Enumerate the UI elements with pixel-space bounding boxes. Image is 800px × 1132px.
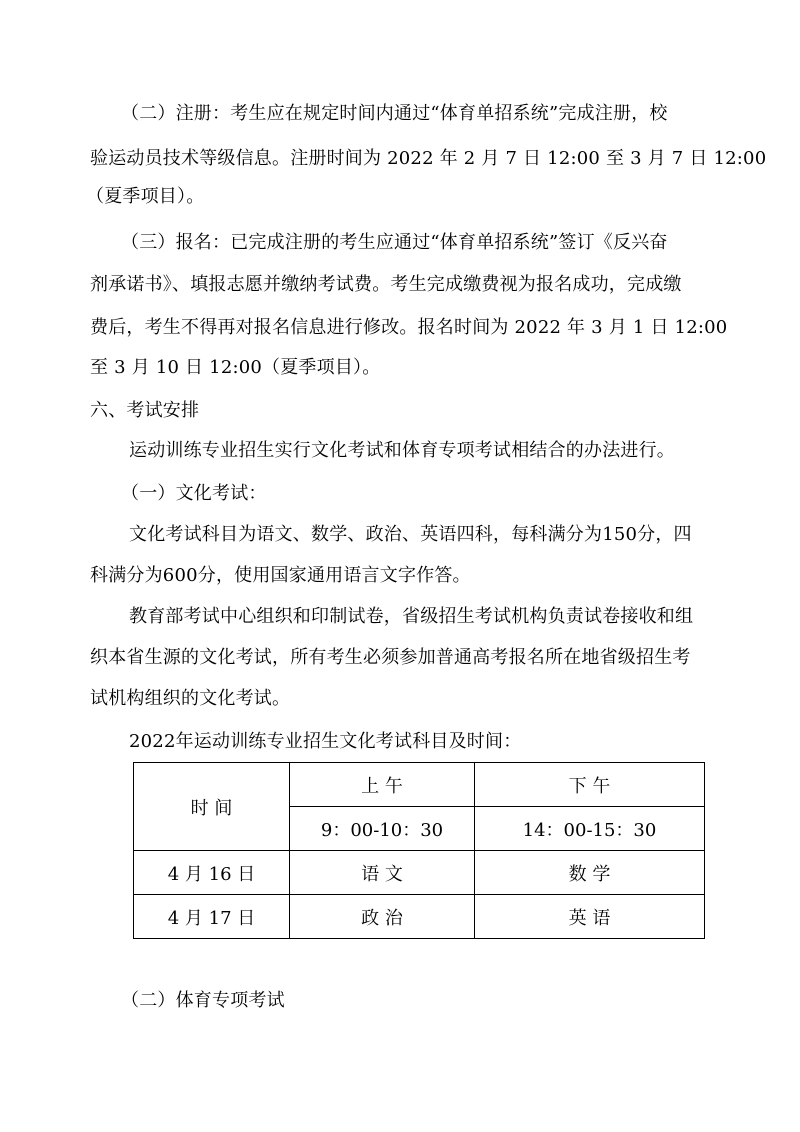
table-caption: 2022年运动训练专业招生文化考试科目及时间： (129, 731, 522, 752)
morning-subject-value: 语 文 (361, 863, 403, 885)
afternoon-time-cell (475, 807, 705, 851)
registration-line-2: 验运动员技术等级信息。注册时间为 2022 年 2 月 7 日 12:00 至 3 月 7 日 12:00 (90, 148, 767, 169)
morning-header-label: 上 午 (361, 775, 403, 797)
sports-exam-heading: （二）体育专项考试 (121, 990, 285, 1011)
table-row (134, 895, 705, 939)
afternoon-subject-value: 英 语 (568, 907, 611, 929)
table-header-row (134, 763, 705, 807)
culture-org-line-3: 试机构组织的文化考试。 (90, 688, 291, 709)
afternoon-header-label: 下 午 (568, 775, 611, 797)
time-header-label: 时 间 (190, 797, 233, 819)
afternoon-header-cell (475, 763, 705, 807)
signup-line-3: 费后，考生不得再对报名信息进行修改。报名时间为 2022 年 3 月 1 日 12:00 (90, 317, 728, 338)
morning-time-value: 9：00-10：30 (320, 819, 444, 841)
afternoon-subject-value: 数 学 (568, 863, 611, 885)
morning-subject-cell (290, 895, 475, 939)
signup-line-1: （三）报名：已完成注册的考生应通过“体育单招系统”签订《反兴奋 (121, 232, 668, 253)
morning-subject-value: 政 治 (361, 907, 403, 929)
time-header-cell (134, 763, 290, 851)
culture-org-line-2: 织本省生源的文化考试，所有考生必须参加普通高考报名所在地省级招生考 (90, 647, 691, 668)
culture-org-line-1: 教育部考试中心组织和印制试卷，省级招生考试机构负责试卷接收和组 (129, 606, 694, 627)
morning-header-cell (290, 763, 475, 807)
afternoon-subject-cell (475, 895, 705, 939)
afternoon-time-value: 14：00-15：30 (522, 819, 657, 841)
date-value: 4 月 17 日 (167, 907, 256, 929)
afternoon-subject-cell (475, 851, 705, 895)
registration-line-3: （夏季项目）。 (86, 186, 205, 207)
date-cell (134, 895, 290, 939)
morning-subject-cell (290, 851, 475, 895)
registration-line-1: （二）注册：考生应在规定时间内通过“体育单招系统”完成注册，校 (121, 103, 668, 124)
culture-subjects-line-1: 文化考试科目为语文、数学、政治、英语四科，每科满分为150分，四 (129, 524, 692, 545)
exam-intro-text: 运动训练专业招生实行文化考试和体育专项考试相结合的办法进行。 (129, 440, 675, 461)
morning-time-cell (290, 807, 475, 851)
exam-schedule-table (133, 762, 705, 939)
signup-line-2: 剂承诺书》、填报志愿并缴纳考试费。考生完成缴费视为报名成功，完成缴 (90, 274, 682, 295)
date-cell (134, 851, 290, 895)
exam-arrangement-heading: 六、考试安排 (90, 400, 200, 421)
culture-exam-heading: （一）文化考试： (121, 483, 267, 504)
date-value: 4 月 16 日 (167, 863, 256, 885)
culture-subjects-line-2: 科满分为600分，使用国家通用语言文字作答。 (90, 565, 471, 586)
signup-line-4: 至 3 月 10 日 12:00（夏季项目）。 (90, 357, 381, 378)
table-row (134, 851, 705, 895)
